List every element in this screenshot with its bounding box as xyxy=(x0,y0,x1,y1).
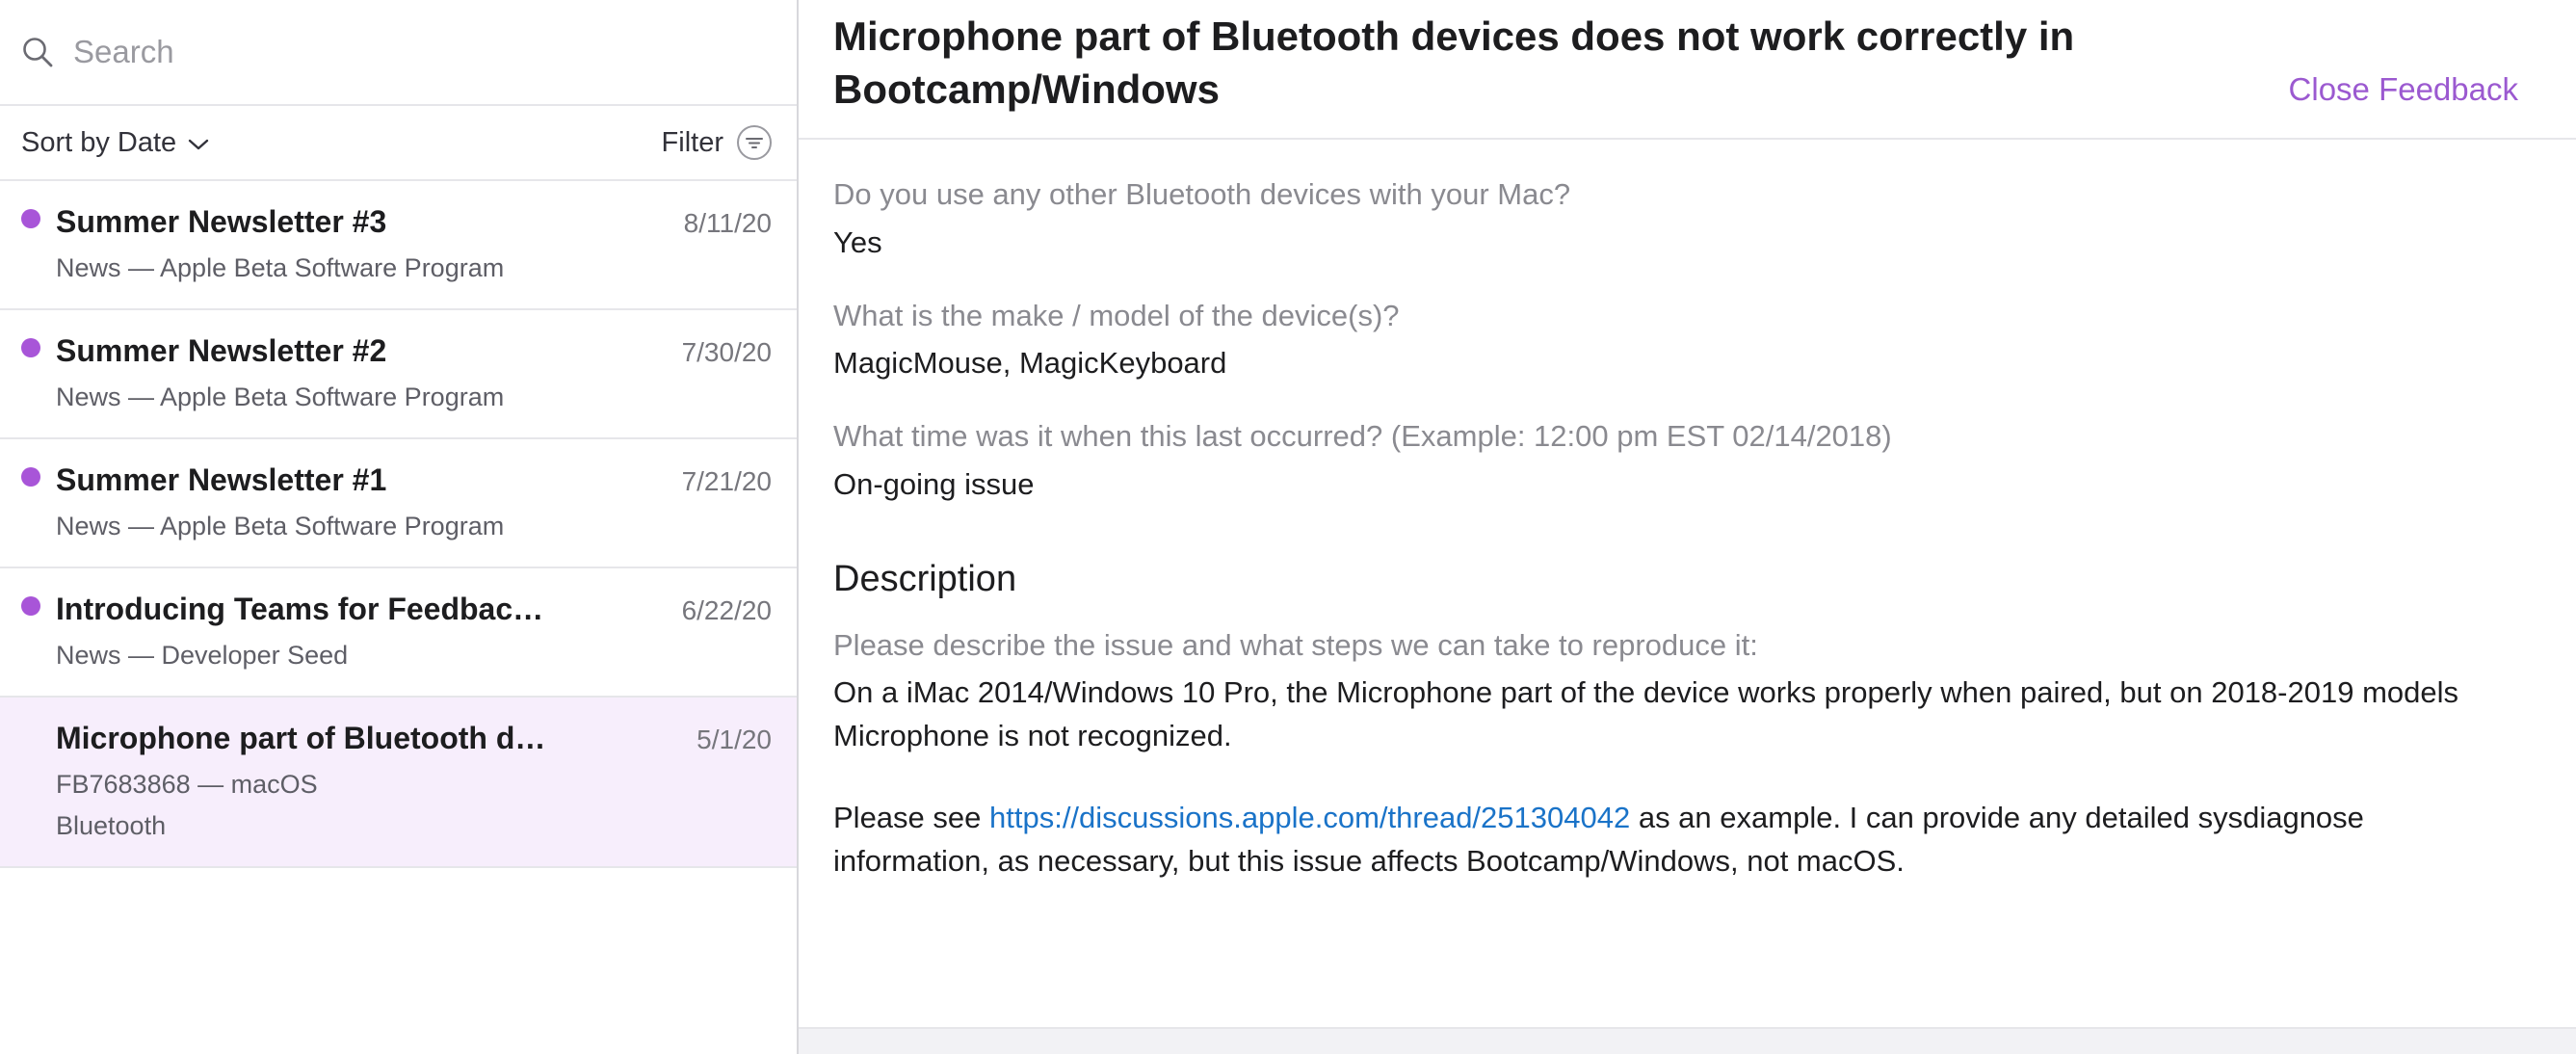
qa-question: Do you use any other Bluetooth devices with your Mac? xyxy=(833,176,1571,211)
description-paragraph xyxy=(833,797,2510,883)
list-item-title: Summer Newsletter #2 xyxy=(56,333,387,368)
list-item-subtitle: News — Developer Seed xyxy=(56,641,349,670)
list-item-subtitle: News — Apple Beta Software Program xyxy=(56,512,505,540)
sidebar xyxy=(0,0,799,1054)
unread-dot xyxy=(21,338,40,357)
list-item-date: 5/1/20 xyxy=(697,725,772,754)
list-item-date: 6/22/20 xyxy=(681,595,772,625)
feedback-list xyxy=(0,181,797,1054)
filter-icon xyxy=(737,125,772,160)
qa-block xyxy=(833,174,2518,263)
list-item-title: Introducing Teams for Feedbac… xyxy=(56,592,544,626)
sort-by-date-button[interactable] xyxy=(21,127,209,159)
filter-label: Filter xyxy=(661,126,723,158)
qa-answer: On-going issue xyxy=(833,467,1035,502)
list-item-title: Summer Newsletter #1 xyxy=(56,462,387,497)
description-prompt: Please describe the issue and what steps we can take to reproduce it: xyxy=(833,627,1758,662)
description-heading: Description xyxy=(833,558,1017,599)
list-item-date: 7/30/20 xyxy=(681,337,772,367)
qa-question: What is the make / model of the device(s)? xyxy=(833,298,1400,332)
chevron-down-icon xyxy=(188,127,209,159)
list-item-subtitle: News — Apple Beta Software Program xyxy=(56,382,505,411)
search-icon xyxy=(21,36,54,68)
description-body: On a iMac 2014/Windows 10 Pro, the Microphone part of the device works properly when paired, but on 2018-2019 models Microphone is not recognized. xyxy=(833,674,2459,752)
search-bar[interactable] xyxy=(0,0,797,106)
unread-dot xyxy=(21,596,40,616)
detail-body xyxy=(799,140,2576,1029)
discussions-link[interactable]: https://discussions.apple.com/thread/251304042 xyxy=(989,800,1631,834)
qa-answer: Yes xyxy=(833,224,882,259)
list-item-subtitle: FB7683868 — macOS xyxy=(56,770,318,799)
list-item[interactable] xyxy=(0,698,797,868)
qa-block xyxy=(833,296,2518,384)
list-item-title: Summer Newsletter #3 xyxy=(56,204,387,239)
list-item-subtitle: News — Apple Beta Software Program xyxy=(56,253,505,282)
page-title: Microphone part of Bluetooth devices does not work correctly in Bootcamp/Windows xyxy=(833,13,2075,113)
list-item-date: 8/11/20 xyxy=(683,208,772,238)
sort-label: Sort by Date xyxy=(21,126,177,158)
filter-button[interactable] xyxy=(662,125,772,160)
description-text-after-link: as an example. I can provide any detailed sysdiagnose information, as necessary, but this issue affects Bootcamp/Windows, not macOS. xyxy=(833,800,2364,878)
qa-question: What time was it when this last occurred? (Example: 12:00 pm EST 02/14/2018) xyxy=(833,419,1892,454)
list-item[interactable] xyxy=(0,439,797,568)
description-text-before-link: Please see xyxy=(833,800,989,834)
unread-dot xyxy=(21,467,40,487)
detail-footer-bar xyxy=(799,1029,2576,1054)
list-item[interactable] xyxy=(0,568,797,698)
close-feedback-button[interactable]: Close Feedback xyxy=(2288,71,2518,107)
list-item-subtitle-secondary: Bluetooth xyxy=(56,811,167,840)
qa-block xyxy=(833,416,2518,505)
list-item[interactable] xyxy=(0,181,797,310)
unread-dot xyxy=(21,209,40,228)
list-item-title: Microphone part of Bluetooth d… xyxy=(56,721,546,755)
detail-pane xyxy=(799,0,2576,1054)
list-item[interactable] xyxy=(0,310,797,439)
detail-header xyxy=(799,0,2576,140)
qa-answer: MagicMouse, MagicKeyboard xyxy=(833,346,1227,381)
search-input[interactable] xyxy=(73,34,651,70)
list-item-date: 7/21/20 xyxy=(681,466,772,496)
list-toolbar xyxy=(0,106,797,181)
